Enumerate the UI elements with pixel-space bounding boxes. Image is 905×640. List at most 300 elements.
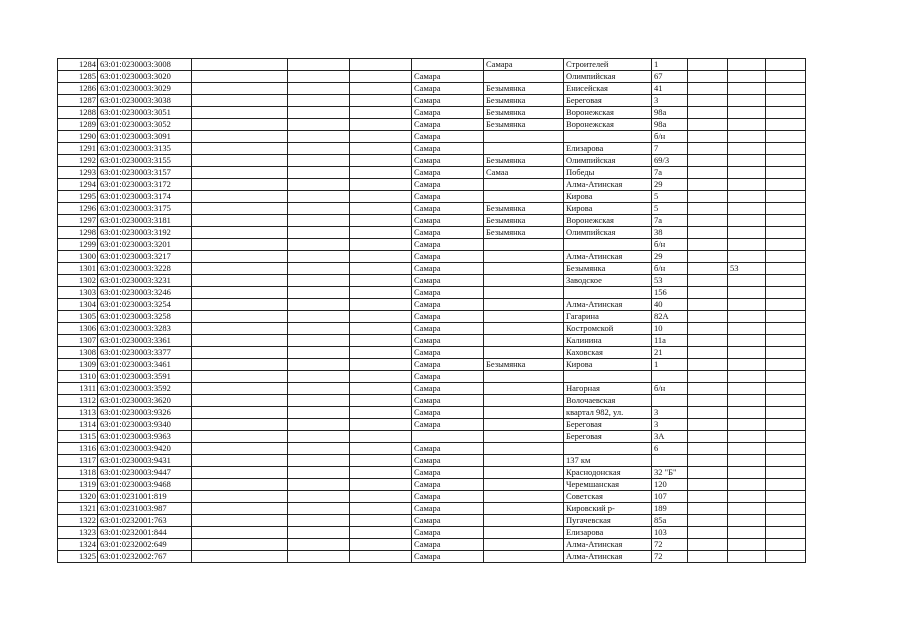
col-10-cell xyxy=(688,191,728,203)
house-cell: 40 xyxy=(652,299,688,311)
cadastral-number-cell: 63:01:0230003:3461 xyxy=(98,359,192,371)
col-3-cell xyxy=(192,443,288,455)
district-cell xyxy=(484,539,564,551)
city-cell: Самара xyxy=(412,191,484,203)
col-10-cell xyxy=(688,131,728,143)
col-10-cell xyxy=(688,551,728,563)
table-row xyxy=(58,155,806,167)
col-3-cell xyxy=(192,419,288,431)
col-10-cell xyxy=(688,227,728,239)
house-cell: 6 xyxy=(652,443,688,455)
district-cell xyxy=(484,263,564,275)
col-12-cell xyxy=(766,515,806,527)
city-cell: Самара xyxy=(412,455,484,467)
row-number-cell: 1298 xyxy=(58,227,98,239)
col-12-cell xyxy=(766,395,806,407)
cadastral-number-cell: 63:01:0230003:3029 xyxy=(98,83,192,95)
street-cell: Алма-Атинская xyxy=(564,251,652,263)
city-cell: Самара xyxy=(412,299,484,311)
col-4-cell xyxy=(288,107,350,119)
table-row xyxy=(58,359,806,371)
street-cell: Воронежская xyxy=(564,215,652,227)
col-11-cell xyxy=(728,251,766,263)
col-12-cell xyxy=(766,467,806,479)
col-12-cell xyxy=(766,83,806,95)
city-cell: Самара xyxy=(412,203,484,215)
house-cell xyxy=(652,455,688,467)
cadastral-number-cell: 63:01:0230003:3361 xyxy=(98,335,192,347)
district-cell xyxy=(484,371,564,383)
col-3-cell xyxy=(192,227,288,239)
row-number-cell: 1312 xyxy=(58,395,98,407)
house-cell: 189 xyxy=(652,503,688,515)
city-cell: Самара xyxy=(412,419,484,431)
col-12-cell xyxy=(766,335,806,347)
col-5-cell xyxy=(350,443,412,455)
city-cell: Самара xyxy=(412,287,484,299)
col-10-cell xyxy=(688,335,728,347)
col-3-cell xyxy=(192,323,288,335)
row-number-cell: 1297 xyxy=(58,215,98,227)
cadastral-number-cell: 63:01:0230003:9326 xyxy=(98,407,192,419)
house-cell: 3 xyxy=(652,95,688,107)
col-3-cell xyxy=(192,155,288,167)
col-11-cell xyxy=(728,71,766,83)
table-row xyxy=(58,503,806,515)
district-cell xyxy=(484,419,564,431)
house-cell xyxy=(652,371,688,383)
col-11-cell xyxy=(728,299,766,311)
col-11-cell xyxy=(728,515,766,527)
street-cell: Кирова xyxy=(564,203,652,215)
col-5-cell xyxy=(350,131,412,143)
col-4-cell xyxy=(288,155,350,167)
cadastral-number-cell: 63:01:0230003:9420 xyxy=(98,443,192,455)
district-cell xyxy=(484,287,564,299)
table-row xyxy=(58,323,806,335)
col-4-cell xyxy=(288,335,350,347)
col-3-cell xyxy=(192,515,288,527)
house-cell: 3 xyxy=(652,407,688,419)
street-cell: Олимпийская xyxy=(564,155,652,167)
col-12-cell xyxy=(766,287,806,299)
col-4-cell xyxy=(288,71,350,83)
col-11-cell xyxy=(728,203,766,215)
table-row xyxy=(58,239,806,251)
street-cell: Воронежская xyxy=(564,107,652,119)
col-11-cell xyxy=(728,215,766,227)
col-4-cell xyxy=(288,359,350,371)
street-cell xyxy=(564,443,652,455)
col-5-cell xyxy=(350,455,412,467)
row-number-cell: 1318 xyxy=(58,467,98,479)
col-5-cell xyxy=(350,551,412,563)
street-cell: квартал 982, ул. xyxy=(564,407,652,419)
cadastral-number-cell: 63:01:0232001:844 xyxy=(98,527,192,539)
table-row xyxy=(58,143,806,155)
col-12-cell xyxy=(766,215,806,227)
col-5-cell xyxy=(350,239,412,251)
table-row xyxy=(58,59,806,71)
district-cell: Безымянка xyxy=(484,119,564,131)
street-cell: Елизарова xyxy=(564,143,652,155)
col-3-cell xyxy=(192,431,288,443)
col-11-cell xyxy=(728,323,766,335)
city-cell: Самара xyxy=(412,491,484,503)
city-cell xyxy=(412,431,484,443)
cadastral-number-cell: 63:01:0230003:3051 xyxy=(98,107,192,119)
district-cell xyxy=(484,191,564,203)
district-cell xyxy=(484,275,564,287)
table-row xyxy=(58,311,806,323)
col-5-cell xyxy=(350,83,412,95)
col-3-cell xyxy=(192,491,288,503)
city-cell: Самара xyxy=(412,467,484,479)
col-5-cell xyxy=(350,479,412,491)
city-cell: Самара xyxy=(412,503,484,515)
col-4-cell xyxy=(288,239,350,251)
row-number-cell: 1303 xyxy=(58,287,98,299)
cadastral-number-cell: 63:01:0230003:3020 xyxy=(98,71,192,83)
house-cell: 1 xyxy=(652,359,688,371)
house-cell: 7 xyxy=(652,143,688,155)
table-row xyxy=(58,551,806,563)
street-cell: Олимпийская xyxy=(564,227,652,239)
row-number-cell: 1310 xyxy=(58,371,98,383)
col-10-cell xyxy=(688,203,728,215)
street-cell: Калинина xyxy=(564,335,652,347)
city-cell: Самара xyxy=(412,263,484,275)
row-number-cell: 1320 xyxy=(58,491,98,503)
col-11-cell xyxy=(728,371,766,383)
street-cell: Кирова xyxy=(564,359,652,371)
col-11-cell xyxy=(728,443,766,455)
city-cell: Самара xyxy=(412,515,484,527)
col-5-cell xyxy=(350,311,412,323)
city-cell: Самара xyxy=(412,215,484,227)
row-number-cell: 1300 xyxy=(58,251,98,263)
col-11-cell xyxy=(728,59,766,71)
cadastral-number-cell: 63:01:0231003:987 xyxy=(98,503,192,515)
district-cell xyxy=(484,479,564,491)
table-row xyxy=(58,383,806,395)
col-11-cell xyxy=(728,119,766,131)
col-10-cell xyxy=(688,311,728,323)
city-cell: Самара xyxy=(412,275,484,287)
col-10-cell xyxy=(688,71,728,83)
city-cell: Самара xyxy=(412,107,484,119)
house-cell: 11а xyxy=(652,335,688,347)
street-cell xyxy=(564,287,652,299)
col-10-cell xyxy=(688,515,728,527)
district-cell: Безымянка xyxy=(484,359,564,371)
col-11-cell xyxy=(728,167,766,179)
house-cell: 82А xyxy=(652,311,688,323)
district-cell: Безымянка xyxy=(484,227,564,239)
cadastral-number-cell: 63:01:0232002:649 xyxy=(98,539,192,551)
col-4-cell xyxy=(288,59,350,71)
col-5-cell xyxy=(350,431,412,443)
col-5-cell xyxy=(350,503,412,515)
street-cell xyxy=(564,371,652,383)
row-number-cell: 1323 xyxy=(58,527,98,539)
city-cell: Самара xyxy=(412,71,484,83)
col-10-cell xyxy=(688,215,728,227)
col-4-cell xyxy=(288,419,350,431)
row-number-cell: 1290 xyxy=(58,131,98,143)
row-number-cell: 1316 xyxy=(58,443,98,455)
col-3-cell xyxy=(192,359,288,371)
col-3-cell xyxy=(192,467,288,479)
street-cell: 137 км xyxy=(564,455,652,467)
col-10-cell xyxy=(688,107,728,119)
col-12-cell xyxy=(766,323,806,335)
col-5-cell xyxy=(350,275,412,287)
col-4-cell xyxy=(288,395,350,407)
street-cell: Каховская xyxy=(564,347,652,359)
col-11-cell xyxy=(728,539,766,551)
col-5-cell xyxy=(350,287,412,299)
street-cell: Заводское xyxy=(564,275,652,287)
col-12-cell xyxy=(766,71,806,83)
col-11-cell xyxy=(728,191,766,203)
col-11-cell: 53 xyxy=(728,263,766,275)
cadastral-number-cell: 63:01:0230003:3174 xyxy=(98,191,192,203)
col-4-cell xyxy=(288,179,350,191)
col-3-cell xyxy=(192,503,288,515)
col-12-cell xyxy=(766,95,806,107)
cadastral-number-cell: 63:01:0230003:9363 xyxy=(98,431,192,443)
house-cell: 67 xyxy=(652,71,688,83)
cadastral-number-cell: 63:01:0230003:3591 xyxy=(98,371,192,383)
col-11-cell xyxy=(728,383,766,395)
col-12-cell xyxy=(766,347,806,359)
house-cell: 107 xyxy=(652,491,688,503)
street-cell: Гагарина xyxy=(564,311,652,323)
col-12-cell xyxy=(766,119,806,131)
house-cell: 7а xyxy=(652,167,688,179)
district-cell: Самаа xyxy=(484,167,564,179)
col-4-cell xyxy=(288,551,350,563)
row-number-cell: 1287 xyxy=(58,95,98,107)
cadastral-number-cell: 63:01:0230003:3192 xyxy=(98,227,192,239)
city-cell: Самара xyxy=(412,131,484,143)
row-number-cell: 1284 xyxy=(58,59,98,71)
cadastral-number-cell: 63:01:0230003:3175 xyxy=(98,203,192,215)
district-cell: Безымянка xyxy=(484,155,564,167)
col-4-cell xyxy=(288,215,350,227)
house-cell: 10 xyxy=(652,323,688,335)
table-row xyxy=(58,71,806,83)
col-4-cell xyxy=(288,347,350,359)
col-4-cell xyxy=(288,491,350,503)
city-cell: Самара xyxy=(412,83,484,95)
city-cell: Самара xyxy=(412,395,484,407)
col-3-cell xyxy=(192,347,288,359)
col-4-cell xyxy=(288,83,350,95)
col-4-cell xyxy=(288,191,350,203)
street-cell: Береговая xyxy=(564,95,652,107)
col-4-cell xyxy=(288,203,350,215)
col-11-cell xyxy=(728,335,766,347)
col-3-cell xyxy=(192,407,288,419)
col-10-cell xyxy=(688,83,728,95)
city-cell: Самара xyxy=(412,551,484,563)
row-number-cell: 1306 xyxy=(58,323,98,335)
col-3-cell xyxy=(192,539,288,551)
city-cell: Самара xyxy=(412,383,484,395)
row-number-cell: 1305 xyxy=(58,311,98,323)
district-cell xyxy=(484,551,564,563)
col-3-cell xyxy=(192,119,288,131)
table-row xyxy=(58,179,806,191)
district-cell xyxy=(484,311,564,323)
col-10-cell xyxy=(688,275,728,287)
district-cell: Безымянка xyxy=(484,215,564,227)
col-10-cell xyxy=(688,407,728,419)
col-11-cell xyxy=(728,419,766,431)
city-cell: Самара xyxy=(412,167,484,179)
city-cell: Самара xyxy=(412,359,484,371)
row-number-cell: 1309 xyxy=(58,359,98,371)
col-5-cell xyxy=(350,347,412,359)
col-5-cell xyxy=(350,95,412,107)
col-11-cell xyxy=(728,287,766,299)
col-11-cell xyxy=(728,479,766,491)
house-cell: 72 xyxy=(652,539,688,551)
col-12-cell xyxy=(766,179,806,191)
table-row xyxy=(58,167,806,179)
col-4-cell xyxy=(288,515,350,527)
house-cell: 3 xyxy=(652,419,688,431)
row-number-cell: 1302 xyxy=(58,275,98,287)
district-cell xyxy=(484,239,564,251)
city-cell: Самара xyxy=(412,239,484,251)
row-number-cell: 1295 xyxy=(58,191,98,203)
street-cell: Кировский р- xyxy=(564,503,652,515)
col-3-cell xyxy=(192,299,288,311)
col-11-cell xyxy=(728,431,766,443)
table-row xyxy=(58,215,806,227)
col-3-cell xyxy=(192,179,288,191)
col-5-cell xyxy=(350,203,412,215)
city-cell: Самара xyxy=(412,539,484,551)
cadastral-number-cell: 63:01:0230003:9431 xyxy=(98,455,192,467)
col-12-cell xyxy=(766,263,806,275)
district-cell xyxy=(484,407,564,419)
house-cell: 21 xyxy=(652,347,688,359)
street-cell: Пугачевская xyxy=(564,515,652,527)
street-cell: Береговая xyxy=(564,419,652,431)
col-10-cell xyxy=(688,419,728,431)
cadastral-number-cell: 63:01:0230003:3620 xyxy=(98,395,192,407)
col-3-cell xyxy=(192,239,288,251)
col-5-cell xyxy=(350,263,412,275)
cadastral-number-cell: 63:01:0230003:3181 xyxy=(98,215,192,227)
col-12-cell xyxy=(766,455,806,467)
col-11-cell xyxy=(728,143,766,155)
street-cell: Костромской xyxy=(564,323,652,335)
col-11-cell xyxy=(728,311,766,323)
col-12-cell xyxy=(766,167,806,179)
row-number-cell: 1304 xyxy=(58,299,98,311)
col-12-cell xyxy=(766,155,806,167)
col-10-cell xyxy=(688,539,728,551)
row-number-cell: 1324 xyxy=(58,539,98,551)
col-11-cell xyxy=(728,347,766,359)
district-cell xyxy=(484,503,564,515)
district-cell xyxy=(484,131,564,143)
table-row xyxy=(58,419,806,431)
city-cell xyxy=(412,59,484,71)
col-4-cell xyxy=(288,407,350,419)
cadastral-number-cell: 63:01:0230003:9447 xyxy=(98,467,192,479)
col-12-cell xyxy=(766,131,806,143)
col-5-cell xyxy=(350,335,412,347)
col-4-cell xyxy=(288,263,350,275)
city-cell: Самара xyxy=(412,227,484,239)
col-5-cell xyxy=(350,419,412,431)
cadastral-number-cell: 63:01:0230003:3008 xyxy=(98,59,192,71)
col-3-cell xyxy=(192,167,288,179)
house-cell: 69/3 xyxy=(652,155,688,167)
street-cell: Советская xyxy=(564,491,652,503)
col-11-cell xyxy=(728,83,766,95)
col-5-cell xyxy=(350,383,412,395)
col-3-cell xyxy=(192,311,288,323)
cadastral-number-cell: 63:01:0230003:3377 xyxy=(98,347,192,359)
street-cell: Алма-Атинская xyxy=(564,299,652,311)
col-12-cell xyxy=(766,419,806,431)
row-number-cell: 1292 xyxy=(58,155,98,167)
table-row xyxy=(58,455,806,467)
table-row xyxy=(58,119,806,131)
district-cell xyxy=(484,335,564,347)
street-cell: Черемшанская xyxy=(564,479,652,491)
col-4-cell xyxy=(288,431,350,443)
col-3-cell xyxy=(192,251,288,263)
col-5-cell xyxy=(350,539,412,551)
col-12-cell xyxy=(766,407,806,419)
col-12-cell xyxy=(766,251,806,263)
district-cell xyxy=(484,251,564,263)
col-11-cell xyxy=(728,503,766,515)
col-10-cell xyxy=(688,179,728,191)
col-3-cell xyxy=(192,275,288,287)
col-12-cell xyxy=(766,239,806,251)
col-3-cell xyxy=(192,287,288,299)
cadastral-number-cell: 63:01:0232001:763 xyxy=(98,515,192,527)
street-cell: Алма-Атинская xyxy=(564,179,652,191)
city-cell: Самара xyxy=(412,143,484,155)
col-3-cell xyxy=(192,263,288,275)
col-11-cell xyxy=(728,455,766,467)
col-5-cell xyxy=(350,179,412,191)
col-3-cell xyxy=(192,479,288,491)
house-cell: б/н xyxy=(652,239,688,251)
table-row xyxy=(58,539,806,551)
col-10-cell xyxy=(688,143,728,155)
col-10-cell xyxy=(688,395,728,407)
col-12-cell xyxy=(766,143,806,155)
district-cell xyxy=(484,431,564,443)
col-10-cell xyxy=(688,263,728,275)
table-row xyxy=(58,83,806,95)
col-4-cell xyxy=(288,143,350,155)
data-table xyxy=(57,58,806,563)
col-5-cell xyxy=(350,407,412,419)
col-10-cell xyxy=(688,95,728,107)
